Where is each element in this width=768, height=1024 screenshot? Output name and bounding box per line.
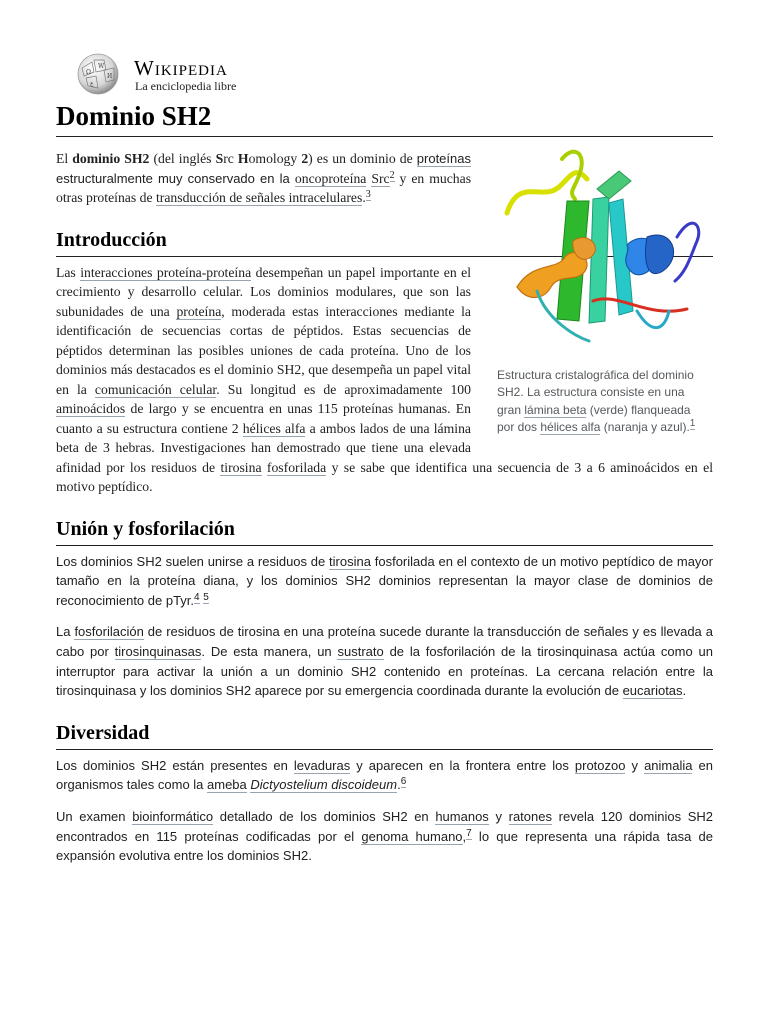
union-paragraph-1 [56,552,713,611]
text: (del inglés [149,151,216,166]
reference-1[interactable]: 1 [689,417,696,429]
text: . Su longitud es de aproximadamente 100 [216,381,471,397]
site-header [56,52,713,96]
link-ratones[interactable]: ratones [508,809,552,825]
text: lo que representa una rápida tasa de expansión evolutiva entre los dominios SH2. [56,828,713,864]
link-sustrato[interactable]: sustrato [337,644,384,660]
reference-6[interactable]: 6 [400,776,407,788]
diversidad-paragraph-1 [56,756,713,795]
link-eucariotas[interactable]: eucariotas [622,683,683,699]
text: Los dominios SH2 están presentes en [56,757,294,773]
text: La [56,624,75,640]
reference-7[interactable]: 7 [466,827,472,839]
text: . [682,683,687,699]
link-helices-alfa[interactable]: hélices alfa [540,419,601,434]
text: en organismos tales como la [56,757,713,793]
reference-2[interactable]: 2 [389,169,395,181]
wikipedia-globe-logo[interactable] [74,52,122,96]
article-page [56,52,713,866]
link-animalia[interactable]: animalia [644,757,693,773]
reference-3[interactable]: 3 [365,189,371,201]
svg-text:ع: ع [90,80,94,87]
union-paragraph-2 [56,622,713,700]
link-comunicacion-celular[interactable]: comunicación celular [94,381,217,397]
text: y [488,809,509,825]
link-src[interactable]: Src [371,170,390,186]
wikipedia-tagline: La enciclopedia libre [135,79,237,93]
text: a ambos lados de una lámina beta de 3 hebras. Investigaciones han demostrado que tiene una elevada afinidad por los residuos de [56,420,471,475]
link-proteina[interactable]: proteína [176,303,222,319]
text: y se sabe que identifica una secuencia de 3 a 6 aminoácidos en el motivo peptídico. [56,459,714,495]
text: desempeñan un papel importante en el crecimiento y desarrollo celular. Los dominios modulares, que son las subunidades de una [56,264,472,319]
diversidad-paragraph-2 [56,807,713,866]
link-helices-alfa-text[interactable]: hélices alfa [242,420,306,436]
link-ameba[interactable]: ameba [207,777,247,793]
link-humanos[interactable]: humanos [435,809,489,825]
sh2-structure-image[interactable] [497,141,713,363]
link-interacciones[interactable]: interacciones proteína-proteína [80,264,252,280]
text: El [56,151,73,166]
link-genoma-humano[interactable]: genoma humano [361,828,463,844]
text: estructuralmente muy conservado en la [56,170,295,186]
svg-text:И: И [107,73,113,80]
bold-letter: H [237,151,249,166]
text: . [397,777,401,793]
link-tirosina-2[interactable]: tirosina [329,553,371,569]
caption-text: (naranja y azul). [600,419,690,434]
text: de largo y se encuentra en unas 115 proteínas humanas. En cuanto a su estructura contiene 2 [56,401,471,436]
text: de la fosforilación de la tirosinquinasa actúa como un interruptor para activar la unión a un dominio SH2 contenido en proteínas. La cercana relación entre la tirosinquinasa y los dominios SH2 aparece por su emergencia coordinada durante la evolución de [56,644,714,699]
text: Las [56,264,81,280]
heading-union-fosforilacion: Unión y fosforilación [56,516,713,546]
bold-letter: S [215,151,224,166]
page-title: Dominio SH2 [56,100,713,137]
link-lamina-beta[interactable]: lámina beta [524,402,587,417]
svg-text:W: W [98,63,105,70]
svg-text:Ω: Ω [86,69,91,76]
text: Los dominios SH2 suelen unirse a residuos de [56,553,330,569]
infobox-figure [497,141,713,436]
text: rc [223,151,238,166]
text: Un examen [56,809,133,825]
link-proteinas[interactable]: proteínas [416,151,471,166]
text: , moderada estas interacciones mediante la identificación de secuencias cortas de péptidos. Estas secuencias de péptidos determinan las posibles uniones de cada proteína. Uno de los dominios más destacados es el dominio SH2, que desempeña un papel vital en la [56,303,471,397]
reference-5[interactable]: 5 [203,591,209,603]
link-fosforilacion[interactable]: fosforilación [74,624,144,640]
link-protozoo[interactable]: protozoo [574,757,626,773]
text: , [462,828,467,844]
link-bioinformatico[interactable]: bioinformático [132,809,214,825]
text: omology [248,151,302,166]
link-fosforilada[interactable]: fosforilada [266,459,327,475]
text: de residuos de tirosina en una proteína sucede durante la transducción de señales y es llevada a cabo por [56,624,713,660]
text: y aparecen en la frontera entre los [350,757,575,773]
text: y [625,757,645,773]
text: y en muchas otras proteínas de [56,170,472,206]
link-transduccion-senales[interactable]: transducción de señales intracelulares [155,190,363,206]
wikipedia-wordmark[interactable]: Wikipedia [134,56,228,80]
text: detallado de los dominios SH2 en [213,809,436,825]
bold-term: dominio SH2 [72,151,150,166]
caption-text: (verde) flanqueada por dos [497,402,691,434]
figure-caption [497,367,705,436]
caption-text: Estructura cristalográfica del dominio SH2. La estructura consiste en una gran [497,368,694,417]
bold-letter: 2 [301,151,309,166]
text: fosforilada en el contexto de un motivo peptídico de mayor tamaño en la proteína diana, y los dominios SH2 dominios representan la mayor clase de dominios de reconocimiento de pTyr. [56,553,713,608]
heading-diversidad: Diversidad [56,720,713,750]
text: ) es un dominio de [308,151,417,166]
heading-introduccion: Introducción [56,227,713,257]
text: . De esta manera, un [201,644,338,660]
link-levaduras[interactable]: levaduras [293,757,351,773]
text: . [362,190,366,206]
link-oncoproteina[interactable]: oncoproteína [294,170,367,186]
text: revela 120 dominios SH2 encontrados en 115 proteínas codificadas por el [56,809,714,844]
link-tirosina[interactable]: tirosina [220,459,262,475]
reference-4[interactable]: 4 [194,591,200,603]
link-aminoacidos[interactable]: aminoácidos [56,401,126,417]
link-tirosinquinasas[interactable]: tirosinquinasas [114,644,202,660]
link-dictyostelium[interactable]: Dictyostelium discoideum [250,777,398,793]
